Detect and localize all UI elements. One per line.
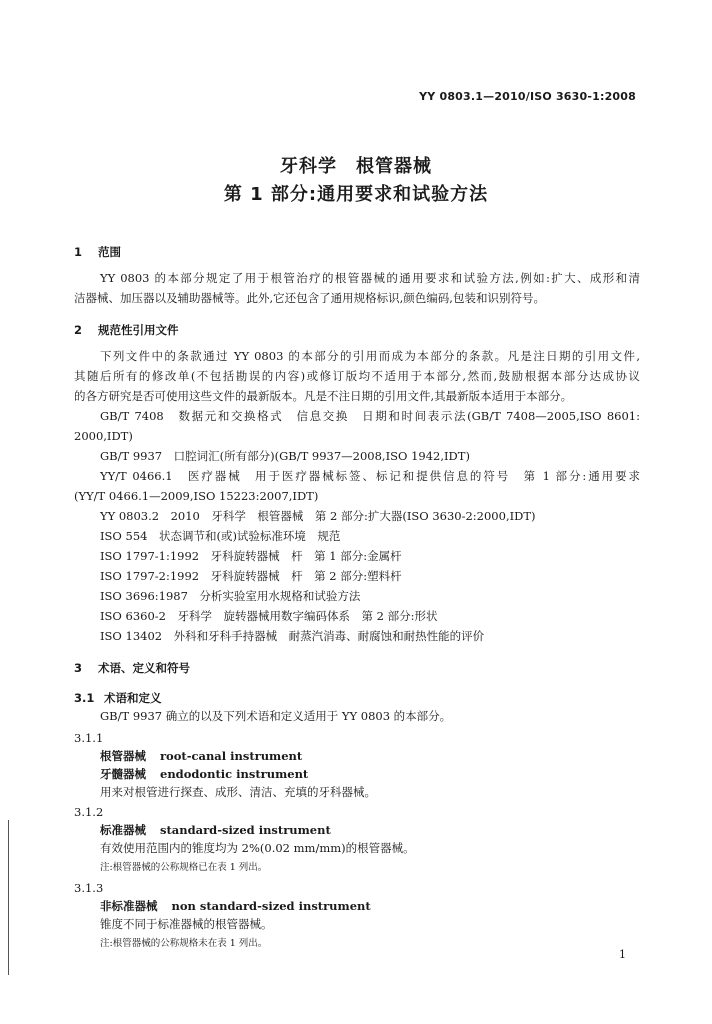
- document-title-line-2: 第 1 部分:通用要求和试验方法: [223, 184, 489, 205]
- reference-item-cont: (YY/T 0466.1—2009,ISO 15223:2007,IDT): [74, 489, 319, 503]
- term-chinese: 非标准器械: [100, 899, 158, 913]
- paragraph-line: GB/T 9937 确立的以及下列术语和定义适用于 YY 0803 的本部分。: [100, 709, 452, 723]
- reference-item: ISO 3696:1987 分析实验室用水规格和试验方法: [100, 589, 361, 603]
- reference-item: YY/T 0466.1 医疗器械 用于医疗器械标签、标记和提供信息的符号 第 1 部分:通用要求: [100, 469, 640, 483]
- section-3-heading: [74, 660, 640, 676]
- reference-item: YY 0803.2 2010 牙科学 根管器械 第 2 部分:扩大器(ISO 3630-2:2000,IDT): [100, 509, 536, 523]
- clause-number: 3.1.3: [74, 881, 104, 895]
- term-english: root-canal instrument: [160, 749, 303, 763]
- reference-item: ISO 6360-2 牙科学 旋转器械用数字编码体系 第 2 部分:形状: [100, 609, 438, 623]
- term-entry: [100, 898, 666, 914]
- paragraph-line: 的各方研究是否可使用这些文件的最新版本。凡是不注日期的引用文件,其最新版本适用于本部分。: [74, 389, 573, 403]
- section-number: 3: [74, 661, 83, 675]
- standard-number: YY 0803.1—2010/ISO 3630-1:2008: [419, 90, 636, 103]
- section-title: 范围: [98, 245, 121, 259]
- section-title: 规范性引用文件: [98, 323, 179, 337]
- term-note: 注:根管器械的公称规格未在表 1 列出。: [100, 938, 268, 949]
- section-number: 1: [74, 245, 83, 259]
- clause-number: 3.1.2: [74, 805, 104, 819]
- term-chinese: 标准器械: [100, 823, 146, 837]
- subsection-3-1-heading: [74, 690, 640, 706]
- term-definition: 有效使用范围内的锥度均为 2%(0.02 mm/mm)的根管器械。: [100, 841, 415, 855]
- term-english: standard-sized instrument: [160, 823, 331, 837]
- paragraph-line: 其随后所有的修改单(不包括勘误的内容)或修订版均不适用于本部分,然而,鼓励根据本部分达成协议: [74, 369, 640, 383]
- section-2-heading: [74, 322, 640, 338]
- reference-item: ISO 1797-2:1992 牙科旋转器械 杆 第 2 部分:塑料杆: [100, 569, 402, 583]
- section-number: 2: [74, 323, 83, 337]
- paragraph-line: 洁器械、加压器以及辅助器械等。此外,它还包含了通用规格标识,颜色编码,包装和识别符号。: [74, 291, 545, 305]
- section-title: 术语、定义和符号: [98, 661, 190, 675]
- term-entry: [100, 766, 666, 782]
- reference-item-cont: 2000,IDT): [74, 429, 133, 443]
- clause-number: 3.1.1: [74, 731, 104, 745]
- term-chinese: 牙髓器械: [100, 767, 146, 781]
- reference-item: ISO 554 状态调节和(或)试验标准环境 规范: [100, 529, 341, 543]
- section-1-heading: [74, 244, 640, 260]
- term-entry: [100, 822, 666, 838]
- document-title-line-1: 牙科学 根管器械: [280, 156, 432, 177]
- term-definition: 用来对根管进行探查、成形、清洁、充填的牙科器械。: [100, 785, 376, 799]
- subsection-title: 术语和定义: [104, 691, 162, 705]
- reference-item: ISO 13402 外科和牙科手持器械 耐蒸汽消毒、耐腐蚀和耐热性能的评价: [100, 629, 485, 643]
- term-english: endodontic instrument: [160, 767, 309, 781]
- term-chinese: 根管器械: [100, 749, 146, 763]
- term-english: non standard-sized instrument: [171, 899, 371, 913]
- reference-item: ISO 1797-1:1992 牙科旋转器械 杆 第 1 部分:金属杆: [100, 549, 402, 563]
- term-entry: [100, 748, 666, 764]
- subsection-number: 3.1: [74, 691, 95, 705]
- paragraph-line: 下列文件中的条款通过 YY 0803 的本部分的引用而成为本部分的条款。凡是注日期的引用文件,: [100, 349, 640, 363]
- reference-item: GB/T 7408 数据元和交换格式 信息交换 日期和时间表示法(GB/T 7408—2005,ISO 8601:: [100, 409, 640, 423]
- binding-edge-line: [8, 820, 9, 975]
- paragraph-line: YY 0803 的本部分规定了用于根管治疗的根管器械的通用要求和试验方法,例如:扩大、成形和清: [100, 271, 640, 285]
- reference-item: GB/T 9937 口腔词汇(所有部分)(GB/T 9937—2008,ISO 1942,IDT): [100, 449, 470, 463]
- term-definition: 锥度不同于标准器械的根管器械。: [100, 917, 273, 931]
- term-note: 注:根管器械的公称规格已在表 1 列出。: [100, 862, 268, 873]
- page-number: 1: [619, 948, 626, 961]
